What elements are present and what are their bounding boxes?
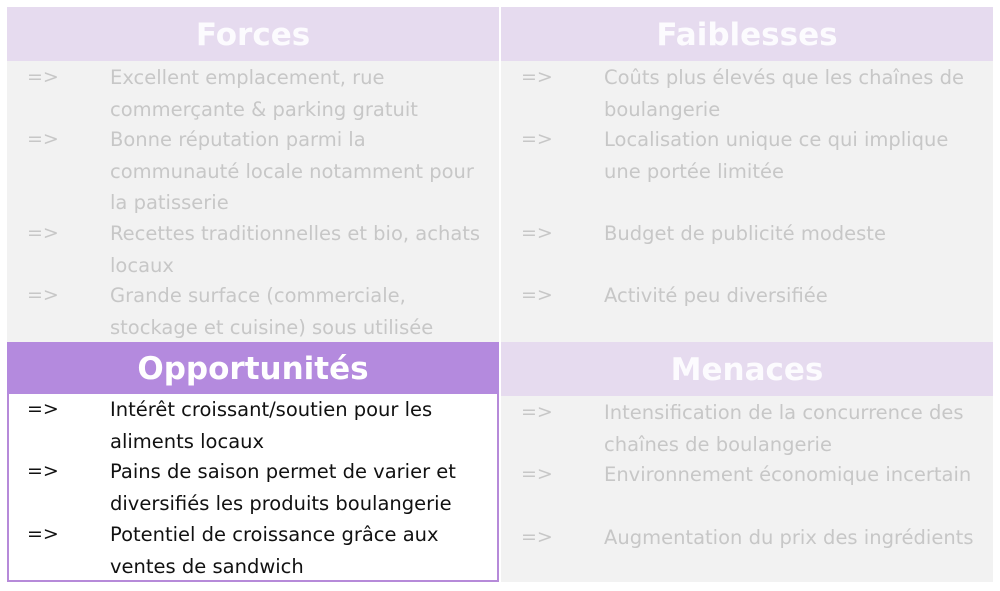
quadrant-faiblesses (501, 7, 993, 342)
item-text: Bonne réputation parmi la communauté locale notamment pour la patisserie (110, 128, 474, 214)
arrow-marker: => (27, 128, 59, 150)
list-item (7, 62, 499, 124)
item-text: Grande surface (commerciale, stockage et cuisine) sous utilisée (110, 284, 434, 339)
list-item (501, 522, 993, 584)
list-item (501, 280, 993, 342)
item-text: Environnement économique incertain (604, 463, 972, 486)
item-text: Coûts plus élevés que les chaînes de boulangerie (604, 66, 964, 121)
list-item (501, 459, 993, 522)
arrow-marker: => (521, 463, 553, 485)
list-item (7, 519, 495, 581)
list-item (7, 124, 499, 218)
arrow-marker: => (521, 222, 553, 244)
forces-list (7, 62, 499, 342)
arrow-marker: => (27, 460, 59, 482)
item-text: Excellent emplacement, rue commerçante & parking gratuit (110, 66, 418, 121)
faiblesses-title: Faiblesses (501, 7, 993, 61)
arrow-marker: => (27, 398, 59, 420)
quadrant-opportunites (7, 342, 499, 582)
arrow-marker: => (521, 284, 553, 306)
arrow-marker: => (27, 523, 59, 545)
item-text: Intensification de la concurrence des chaînes de boulangerie (604, 401, 964, 456)
list-item (7, 394, 495, 456)
menaces-title: Menaces (501, 342, 993, 396)
arrow-marker: => (521, 401, 553, 423)
arrow-marker: => (27, 222, 59, 244)
opportunites-title: Opportunités (7, 342, 499, 394)
list-item (501, 218, 993, 280)
item-text: Potentiel de croissance grâce aux ventes de sandwich (110, 523, 439, 578)
list-item (7, 456, 495, 519)
arrow-marker: => (521, 66, 553, 88)
item-text: Activité peu diversifiée (604, 284, 828, 307)
item-text: Intérêt croissant/soutien pour les aliments locaux (110, 398, 433, 453)
list-item (501, 62, 993, 124)
opportunites-list (7, 394, 495, 581)
arrow-marker: => (27, 66, 59, 88)
item-text: Localisation unique ce qui implique une portée limitée (604, 128, 949, 183)
faiblesses-list (501, 62, 993, 342)
list-item (501, 124, 993, 218)
forces-title: Forces (7, 7, 499, 61)
list-item (7, 280, 499, 342)
arrow-marker: => (27, 284, 59, 306)
item-text: Pains de saison permet de varier et diversifiés les produits boulangerie (110, 460, 456, 515)
item-text: Recettes traditionnelles et bio, achats locaux (110, 222, 481, 277)
list-item (501, 397, 993, 459)
arrow-marker: => (521, 128, 553, 150)
menaces-list (501, 397, 993, 584)
item-text: Budget de publicité modeste (604, 222, 886, 245)
list-item (7, 218, 499, 280)
arrow-marker: => (521, 526, 553, 548)
quadrant-menaces (501, 342, 993, 582)
quadrant-forces (7, 7, 499, 342)
item-text: Augmentation du prix des ingrédients (604, 526, 974, 549)
